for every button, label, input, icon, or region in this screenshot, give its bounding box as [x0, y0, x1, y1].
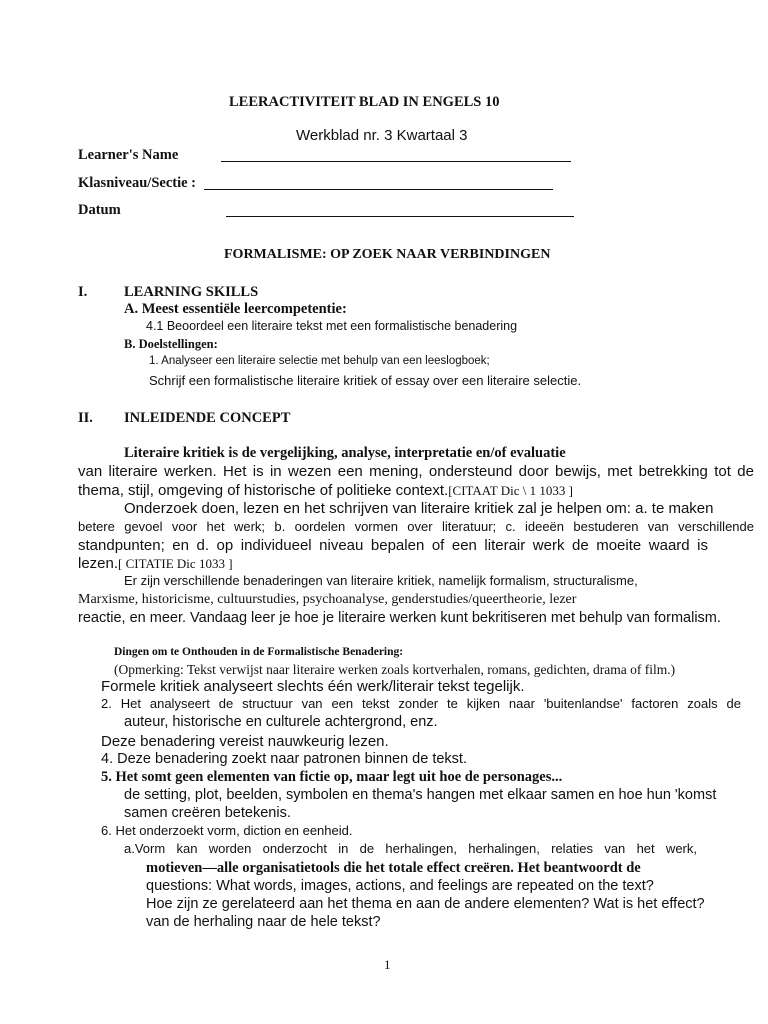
learner-name-field[interactable]: [221, 161, 571, 162]
paragraph-1-text: thema, stijl, omgeving of historische of politieke context.: [78, 482, 449, 499]
paragraph-2-text: lezen.: [78, 555, 119, 572]
paragraph-3-line-1: Er zijn verschillende benaderingen van literaire kritiek, namelijk formalism, structuralisme,: [124, 573, 638, 588]
paragraph-2-line-4: [78, 555, 233, 573]
citation-1: [CITAAT Dic \ 1 1033 ]: [448, 483, 573, 498]
remember-item-4: 4. Deze benadering zoekt naar patronen binnen de tekst.: [101, 751, 467, 767]
objective-item-2: Schrijf een formalistische literaire kritiek of essay over een literaire selectie.: [149, 373, 582, 388]
date-field[interactable]: [226, 216, 574, 217]
paragraph-1-line-2: van literaire werken. Het is in wezen een mening, ondersteund door bewijs, met betrekking tot de: [78, 463, 754, 480]
remember-note: (Opmerking: Tekst verwijst naar literaire werken zoals kortverhalen, romans, gedichten, drama of film.): [114, 662, 676, 677]
paragraph-2-line-1: Onderzoek doen, lezen en het schrijven van literaire kritiek zal je helpen om: a. te maken: [124, 500, 714, 517]
remember-item-6a-cont-3: Hoe zijn ze gerelateerd aan het thema en aan de andere elementen? Wat is het effect?: [146, 896, 705, 912]
remember-item-6: 6. Het onderzoekt vorm, diction en eenheid.: [101, 823, 353, 838]
objectives-heading: B. Doelstellingen:: [124, 337, 218, 351]
remember-item-5: 5. Het somt geen elementen van fictie op, maar legt uit hoe de personages...: [101, 769, 563, 785]
topic-title: FORMALISME: OP ZOEK NAAR VERBINDINGEN: [224, 247, 551, 262]
class-section-field[interactable]: [204, 189, 553, 190]
section-2-heading: INLEIDENDE CONCEPT: [124, 410, 291, 426]
citation-2: [ CITATIE Dic 1033 ]: [118, 556, 233, 571]
page-number: 1: [384, 957, 391, 972]
section-1-numeral: I.: [78, 284, 88, 300]
objective-item-1: 1. Analyseer een literaire selectie met behulp van een leeslogboek;: [149, 355, 490, 367]
worksheet-subtitle: Werkblad nr. 3 Kwartaal 3: [296, 127, 468, 144]
paragraph-2-line-2: betere gevoel voor het werk; b. oordelen vormen over literatuur; c. ideeën bestuderen van verschillende: [78, 519, 754, 534]
remember-item-3: Deze benadering vereist nauwkeurig lezen.: [101, 733, 389, 750]
page-title: LEERACTIVITEIT BLAD IN ENGELS 10: [229, 94, 500, 110]
remember-item-6a: a.Vorm kan worden onderzocht in de herhalingen, herhalingen, relaties van het werk,: [124, 841, 697, 856]
date-label: Datum: [78, 202, 121, 218]
remember-item-6a-cont-4: van de herhaling naar de hele tekst?: [146, 914, 381, 930]
paragraph-1-line-3: [78, 482, 573, 500]
section-1-heading: LEARNING SKILLS: [124, 284, 259, 300]
remember-item-5-cont-2: samen creëren betekenis.: [124, 805, 291, 821]
remember-item-5-cont-1: de setting, plot, beelden, symbolen en thema's hangen met elkaar samen en hoe hun 'komst: [124, 787, 717, 803]
paragraph-2-line-3: standpunten; en d. op individueel niveau bepalen of een literair werk de moeite waard is: [78, 537, 708, 554]
paragraph-3-line-2: Marxisme, historicisme, cultuurstudies, psychoanalyse, genderstudies/queertheorie, lezer: [78, 592, 577, 607]
competency-heading: A. Meest essentiële leercompetentie:: [124, 301, 347, 317]
remember-item-6a-cont-2: questions: What words, images, actions, and feelings are repeated on the text?: [146, 878, 654, 894]
remember-item-6a-cont-1: motieven—alle organisatietools die het totale effect creëren. Het beantwoordt de: [146, 860, 641, 876]
remember-item-2: 2. Het analyseert de structuur van een tekst zonder te kijken naar 'buitenlandse' factoren zoals de: [101, 696, 741, 711]
section-2-numeral: II.: [78, 410, 93, 426]
remember-item-1: Formele kritiek analyseert slechts één werk/literair tekst tegelijk.: [101, 678, 525, 695]
remember-heading: Dingen om te Onthouden in de Formalistische Benadering:: [114, 646, 404, 658]
learner-name-label: Learner's Name: [78, 147, 179, 163]
competency-item: 4.1 Beoordeel een literaire tekst met een formalistische benadering: [146, 319, 518, 333]
paragraph-3-line-3: reactie, en meer. Vandaag leer je hoe je literaire werken kunt bekritiseren met behulp van formalism.: [78, 610, 721, 626]
class-section-label: Klasniveau/Sectie :: [78, 175, 197, 191]
remember-item-2-cont: auteur, historische en culturele achtergrond, enz.: [124, 714, 438, 730]
paragraph-1-lead: Literaire kritiek is de vergelijking, analyse, interpretatie en/of evaluatie: [124, 445, 566, 461]
